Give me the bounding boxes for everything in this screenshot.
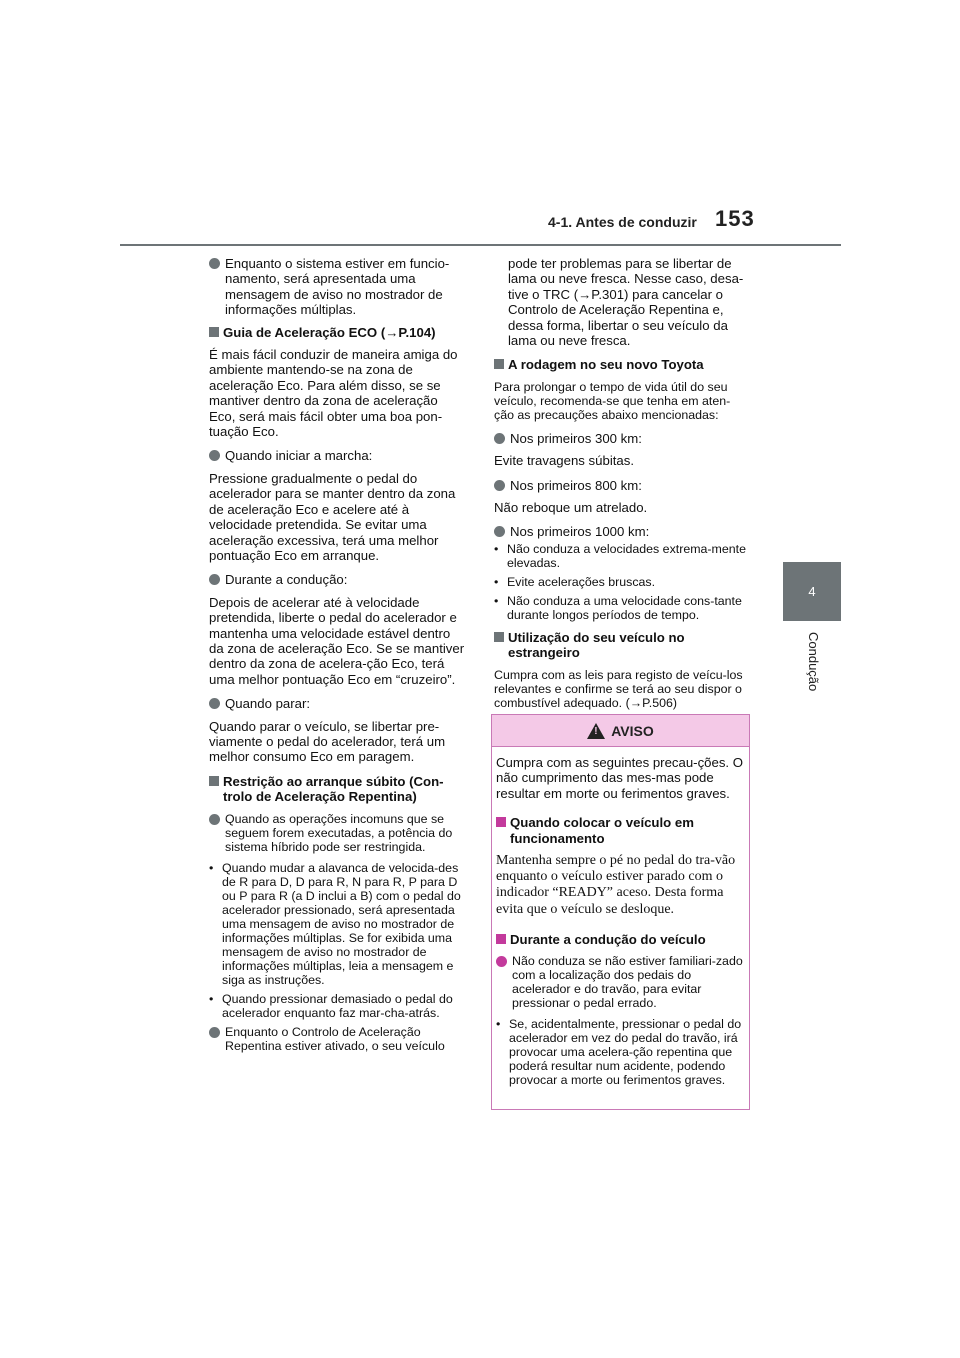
dash-item: • Não conduza a velocidades extrema-mente elevadas. (494, 542, 750, 570)
paragraph: É mais fácil conduzir de maneira amiga do ambiente mantendo-se na zona de aceleração Eco. Para além disso, se se mantiver dentro da zona de aceleração Eco, será mais fácil obter uma boa pon-tuação Eco. (209, 347, 458, 440)
page-number: 153 (715, 206, 755, 231)
paragraph: Evite travagens súbitas. (494, 453, 635, 469)
warning-header (492, 715, 749, 747)
section-heading: A rodagem no seu novo Toyota (494, 357, 750, 372)
right-column (494, 256, 750, 719)
section-heading: Restrição ao arranque súbito (Con-trolo de Aceleração Repentina) (209, 774, 465, 805)
chapter-label: Condução (806, 632, 821, 692)
bullet-item: Enquanto o sistema estiver em funcio-namento, será apresentada uma mensagem de aviso no mostrador de informações múltiplas. (209, 256, 465, 318)
paragraph: Cumpra com as leis para registo de veícu-los relevantes e confirme se terá ao seu dispor o combustível adequado. (→P.506) (494, 667, 743, 710)
section-heading: Durante a condução do veículo (496, 932, 745, 947)
paragraph: Pressione gradualmente o pedal do acelerador para se manter dentro da zona de aceleração Eco e acelere até à velocidade pretendida. Se evitar uma aceleração excessiva, terá uma melhor pontuação Eco em arranque. (209, 470, 456, 563)
bullet-item: Durante a condução: (209, 572, 465, 587)
bullet-item: Nos primeiros 300 km: (494, 431, 750, 446)
section-heading: Utilização do seu veículo no estrangeiro (494, 630, 750, 661)
warning-box (491, 714, 750, 1110)
bullet-item: Enquanto o Controlo de Aceleração Repentina estiver ativado, o seu veículo (209, 1025, 465, 1053)
left-column (209, 256, 465, 1060)
paragraph: Mantenha sempre o pé no pedal do tra-vão enquanto o veículo estiver parado com o indicador “READY” aceso. Desta forma evita que o veículo se desloque. (496, 853, 736, 917)
chapter-tab[interactable]: 4 (783, 562, 841, 621)
dash-item: • Quando pressionar demasiado o pedal do acelerador enquanto faz mar-cha-atrás. (209, 992, 465, 1020)
warning-body (492, 747, 749, 1087)
paragraph: Cumpra com as seguintes precau-ções. O não cumprimento das mes-mas pode resultar em morte ou ferimentos graves. (496, 755, 744, 801)
bullet-item: Nos primeiros 800 km: (494, 478, 750, 493)
bullet-item: Nos primeiros 1000 km: (494, 524, 750, 539)
dash-item: • Se, acidentalmente, pressionar o pedal do acelerador em vez do pedal do travão, irá provocar uma acelera-ção repentina que poderá resultar num acidente, podendo provocar a morte ou ferimentos graves. (496, 1017, 745, 1087)
header-divider (120, 244, 841, 246)
dash-item: • Não conduza a uma velocidade cons-tante durante longos períodos de tempo. (494, 594, 750, 622)
dash-item: • Quando mudar a alavanca de velocida-des de R para D, D para R, N para R, P para D ou P para R (a D inclui a B) com o pedal do acelerador pressionado, será apresentada uma mensagem de aviso no mostrador de informações múltiplas. Se for exibida uma mensagem de aviso no mostrador de informações múltiplas, leia a mensagem e siga as instruções. (209, 861, 465, 987)
warning-title: AVISO (611, 722, 654, 739)
paragraph: Depois de acelerar até à velocidade pretendida, liberte o pedal do acelerador e mantenha uma velocidade estável dentro da zona de aceleração Eco. Se se mantiver dentro da zona de acelera-ção Eco, terá uma melhor pontuação Eco em “cruzeiro”. (209, 594, 465, 687)
paragraph: Para prolongar o tempo de vida útil do seu veículo, recomenda-se que tenha em aten-ção as precauções abaixo mencionadas: (494, 379, 731, 422)
bullet-item: Não conduza se não estiver familiari-zado com a localização dos pedais do acelerador e do travão, para evitar pressionar o pedal errado. (496, 954, 745, 1010)
bullet-item: Quando as operações incomuns que se seguem forem executadas, a potência do sistema híbrido pode ser restringida. (209, 812, 465, 854)
paragraph: Quando parar o veículo, se libertar pre-viamente o pedal do acelerador, terá um melhor consumo Eco em paragem. (209, 718, 446, 765)
bullet-item: Quando iniciar a marcha: (209, 448, 465, 463)
section-title: 4-1. Antes de conduzir (548, 214, 697, 230)
paragraph: pode ter problemas para se libertar de lama ou neve fresca. Nesse caso, desa-tive o TRC (→P.301) para cancelar o Controlo de Aceleração Repentina e, dessa forma, libertar o seu veículo da lama ou neve fresca. (508, 256, 744, 349)
section-heading: Quando colocar o veículo em funcionamento (496, 815, 745, 846)
paragraph: Não reboque um atrelado. (494, 500, 648, 516)
bullet-item: Quando parar: (209, 696, 465, 711)
warning-triangle-icon (587, 723, 605, 739)
section-heading: Guia de Aceleração ECO (→P.104) (209, 325, 465, 340)
dash-item: • Evite acelerações bruscas. (494, 575, 750, 589)
